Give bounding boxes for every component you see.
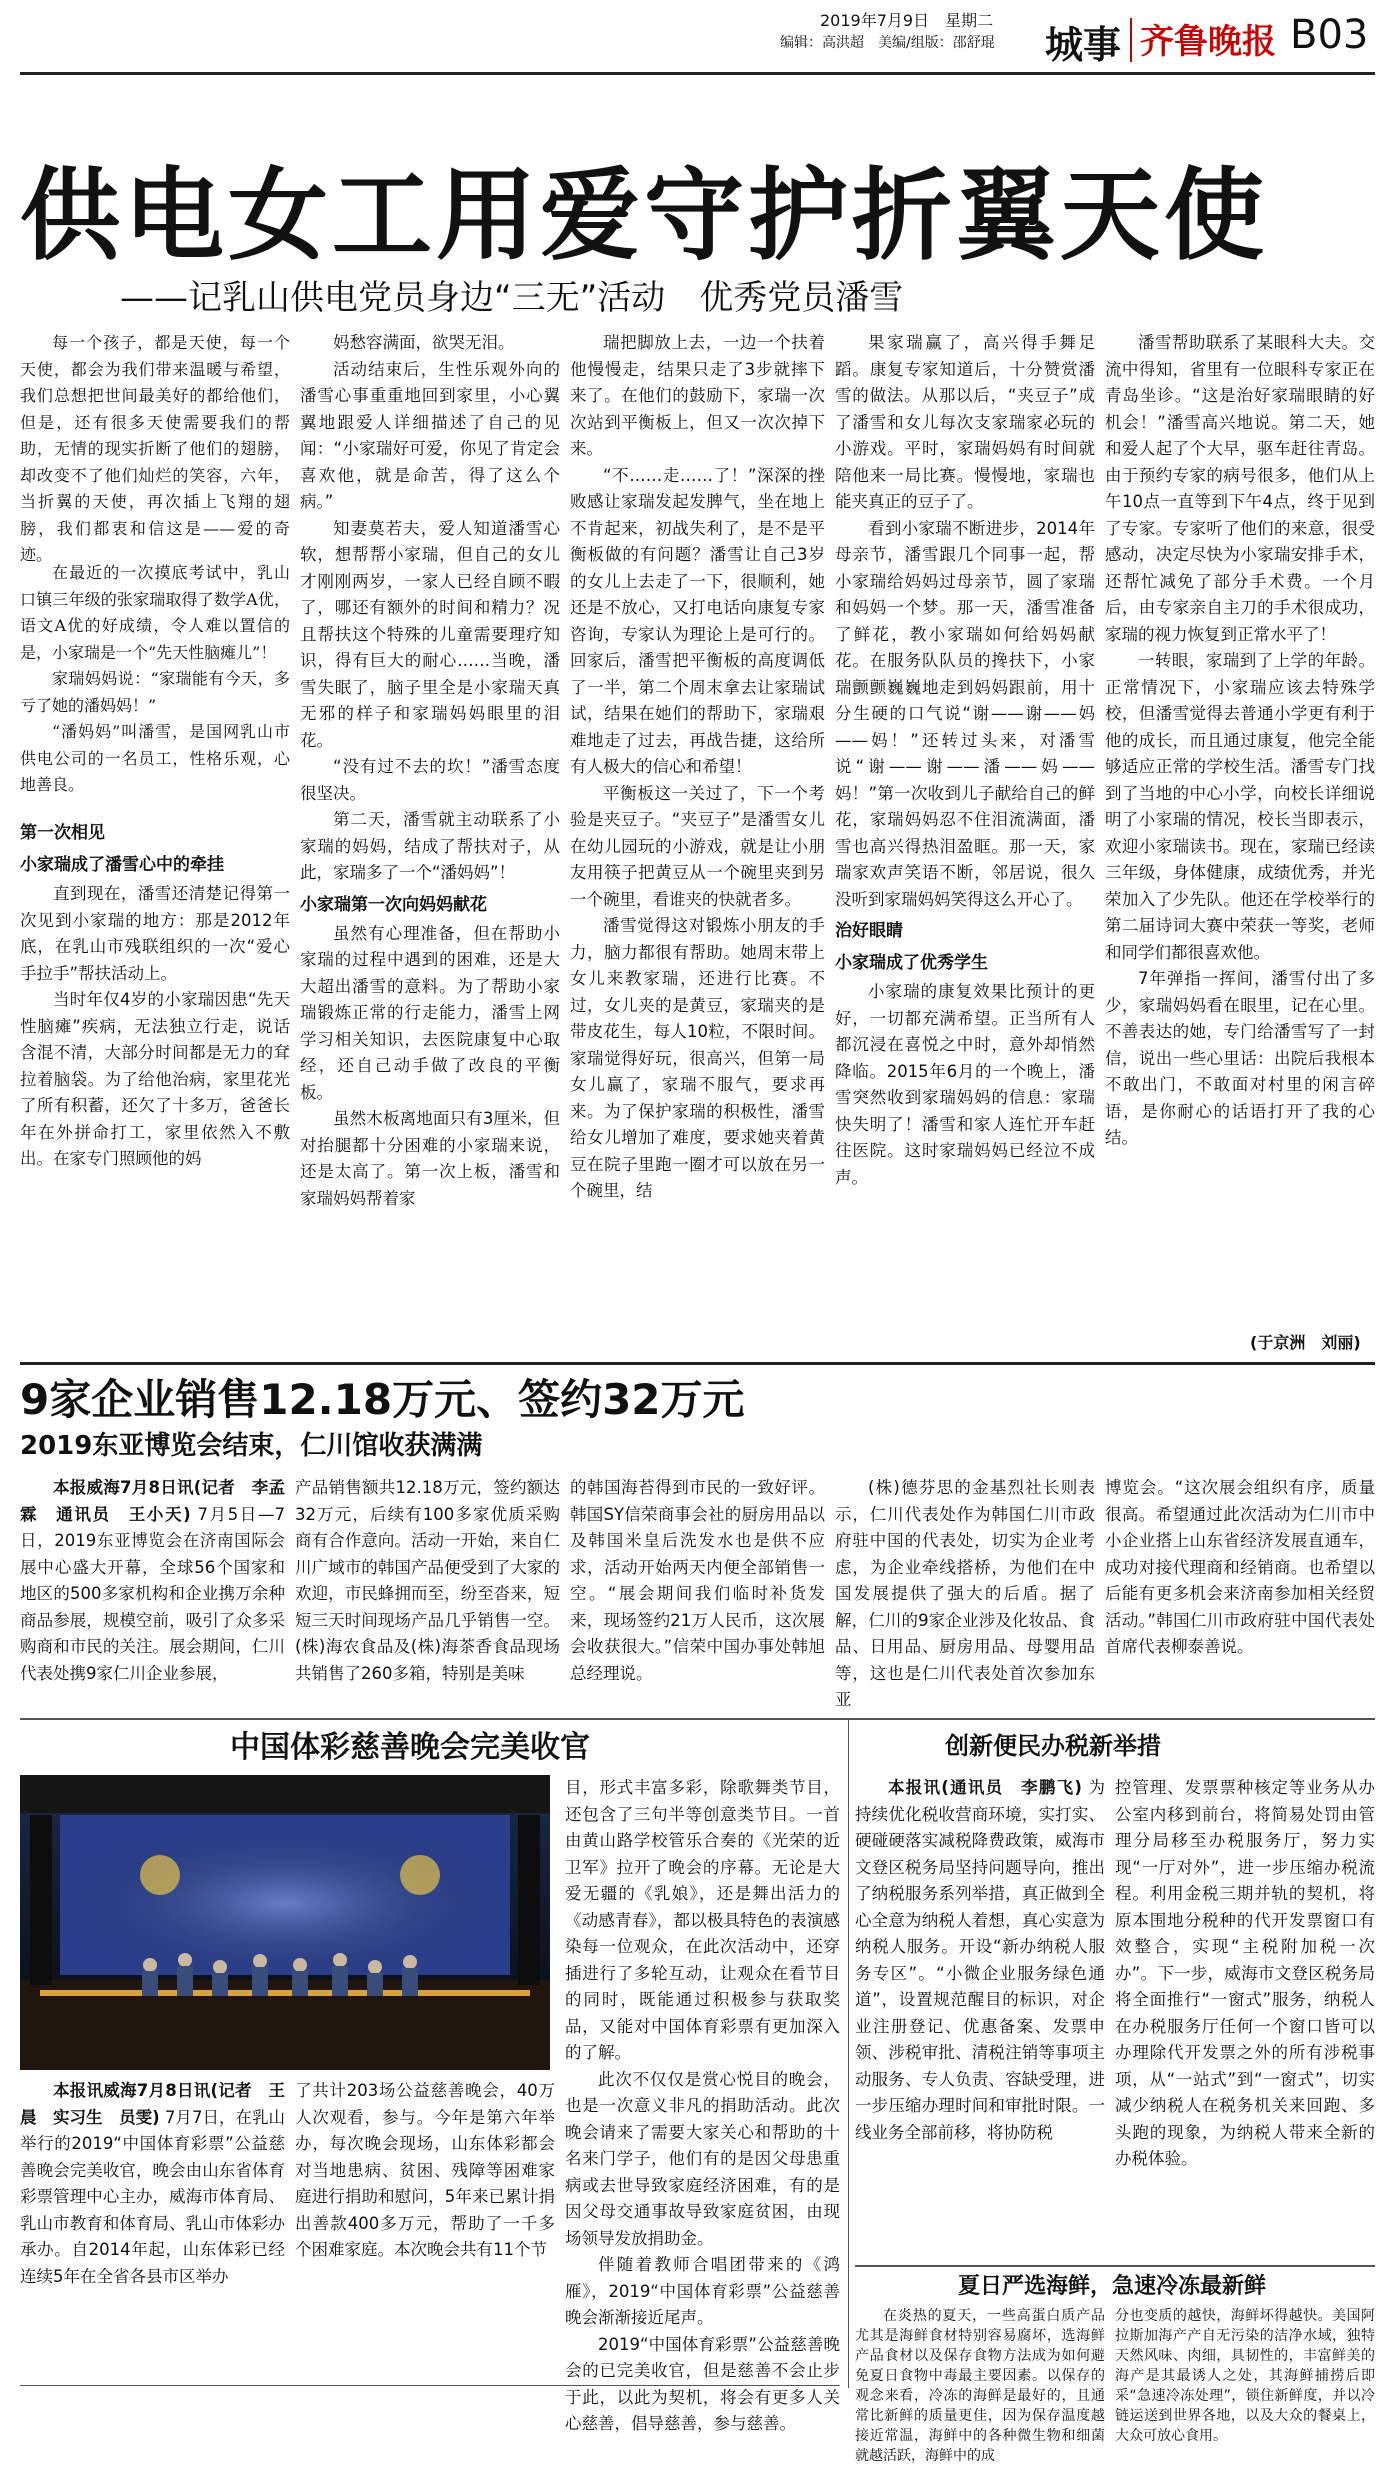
article-subheadline: ——记乳山供电党员身边“三无”活动 优秀党员潘雪: [120, 278, 904, 318]
event-photo: [20, 1775, 550, 2070]
section-heading: 小家瑞成了优秀学生: [835, 953, 988, 973]
article-col1b: [20, 815, 290, 1355]
article5-lead: 本报讯(通讯员 李鹏飞): [888, 1778, 1082, 1797]
header-divider: [1130, 18, 1132, 62]
article2-lead: 本报威海7月8日讯(记者 李孟霖 通讯员 王小天): [20, 1478, 285, 1524]
paragraph: 虽然有心理准备，但在帮助小家瑞的过程中遇到的困难，还是大大超出潘雪的意料。为了帮助小家瑞锻炼正常的行走能力，潘雪上网学习相关知识，去医院康复中心取经，还自己动手做了改良的平衡板。: [300, 923, 560, 1102]
paragraph: 2019“中国体育彩票”公益慈善晚会的已完美收官，但是慈善不会止步于此，以此为契机，将会有更多人关心慈善，倡导慈善，参与慈善。: [565, 2334, 840, 2433]
article-col3: [570, 330, 825, 1355]
article5-col1: [855, 1775, 1105, 2260]
section-rule: [20, 1362, 1375, 1365]
paragraph: 潘雪觉得这对锻炼小朋友的手力，脑力都很有帮助。她周末带上女儿来教家瑞，还进行比赛。不过，女儿夹的是黄豆，家瑞夹的是带皮花生，每人10粒，不限时间。家瑞觉得好玩，很高兴，但第一局女儿赢了，家瑞不服气，要求再来。为了保护家瑞的积极性，潘雪给女儿增加了难度，要求她夹着黄豆在院子里跑一圈才可以放在另一个碗里，结: [570, 916, 825, 1200]
article6-col2: 分也变质的越快，海鲜坏得越快。美国阿拉斯加海产产自无污染的洁净水域，独特天然风味、肉细，具韧性的，丰富鲜美的海产是其最诱人之处，其海鲜捕捞后即采“急速冷冻处理”，锁住新鲜度，并以冷链运送到世界各地，以及大众的餐桌上，大众可放心食用。: [1115, 2308, 1375, 2444]
article-col2: [300, 330, 560, 1355]
paper-logo: 齐鲁晚报: [1140, 22, 1276, 62]
section-heading: 治好眼睛: [835, 921, 903, 941]
paragraph: 一转眼，家瑞到了上学的年龄。正常情况下，小家瑞应该去特殊学校，但潘雪觉得去普通小学更有利于他的成长，而且通过康复，他完全能够适应正常的学校生活。潘雪专门找到了当地的中心小学，向校长详细说明了小家瑞的情况，校长当即表示，欢迎小家瑞读书。现在，家瑞已经读三年级，身体健康，成绩优秀，并光荣加入了少先队。他还在学校举行的第二届诗词大赛中荣获一等奖，老师和同学们都很喜欢他。: [1105, 651, 1375, 962]
header-date: 2019年7月9日 星期二: [820, 11, 994, 30]
article-intro: 每一个孩子，都是天使，每一个天使，都会为我们带来温暖与希望，我们总想把世间最美好的都给他们，但是，还有很多天使需要我们的帮助，无情的现实折断了他们的翅膀，却改变不了他们灿烂的笑容，六年，当折翼的天使，再次插上飞翔的翅膀，我们都衷和信这是——爱的奇迹。: [20, 333, 290, 564]
article5-col2: 控管理、发票票种核定等业务从办公室内移到前台，将简易处罚由管理分局移至办税服务厅，努力实现“一厅对外”，进一步压缩办税流程。利用金税三期并轨的契机，将原本围地分税种的代开发票窗口有效整合，实现“主税附加税一次办”。下一步，威海市文登区税务局将全面推行“一窗式”服务，纳税人在办税服务厅任何一个窗口皆可以办理除代开发票之外的所有涉税事项，从“一站式”到“一窗式”，切实减少纳税人在税务机关来回跑、多头跑的现象，为纳税人带来全新的办税体验。: [1115, 1778, 1375, 2168]
paragraph: 看到小家瑞不断进步，2014年母亲节，潘雪跟几个同事一起，帮小家瑞给妈妈过母亲节，圆了家瑞和妈妈一个梦。那一天，潘雪准备了鲜花，教小家瑞如何给妈妈献花。在服务队队员的搀扶下，小家瑞颤颤巍巍地走到妈妈跟前，用十分生硬的口气说“谢——谢——妈——妈！”还转过头来，对潘雪说“谢——谢——潘——妈——妈！”第一次收到儿子献给自己的鲜花，家瑞妈妈忍不住泪流满面，潘雪也高兴得热泪盈眶。那一天，家瑞家欢声笑语不断，邻居说，很久没听到家瑞妈妈笑得这么开心了。: [835, 518, 1095, 909]
header-rule: [20, 72, 1375, 75]
section-rule: [20, 2385, 840, 2386]
article2-headline: 9家企业销售12.18万元、签约32万元: [20, 1375, 745, 1424]
paragraph: 伴随着教师合唱团带来的《鸿雁》，2019“中国体育彩票”公益慈善晚会渐渐接近尾声。: [565, 2255, 840, 2327]
article2-col3: 的韩国海苔得到市民的一致好评。韩国SY信荣商事会社的厨房用品以及韩国米皇后洗发水也是供不应求，活动开始两天内便全部销售一空。“展会期间我们临时补货发来，现场签约21万人民币，这次展会收获很大。”信荣中国办事处韩旭总经理说。: [570, 1478, 825, 1683]
section-heading: 第一次相见: [20, 823, 105, 843]
column-rule: [848, 1720, 849, 2388]
paragraph: 7年弹指一挥间，潘雪付出了多少，家瑞妈妈看在眼里，记在心里。不善表达的她，专门给潘雪写了一封信，说出一些心里话：出院后我根本不敢出门，不敢面对村里的闲言碎语，是你耐心的话语打开了我的心结。: [1105, 969, 1375, 1147]
paragraph: “潘妈妈”叫潘雪，是国网乳山市供电公司的一名员工，性格乐观，心地善良。: [20, 722, 290, 794]
article3-headline: 中国体彩慈善晚会完美收官: [230, 1730, 590, 1765]
section-rule: [855, 2265, 1375, 2267]
article-headline: 供电女工用爱守护折翼天使: [20, 156, 1268, 274]
section-heading: 小家瑞第一次向妈妈献花: [300, 894, 487, 915]
article3-lead: 本报讯威海7月8日讯(记者 王晨 实习生 员雯): [20, 2081, 285, 2127]
paragraph: 小家瑞的康复效果比预计的更好，一切都充满希望。正当所有人都沉浸在喜悦之中时，意外却悄然降临。2015年6月的一个晚上，潘雪突然收到家瑞妈妈的信息：家瑞快失明了！潘雪和家人连忙开车赶往医院。这时家瑞妈妈已经泣不成声。: [835, 982, 1095, 1187]
article2-col5: 博览会。“这次展会组织有序，质量很高。希望通过此次活动为仁川市中小企业搭上山东省经济发展直通车，成功对接代理商和经销商。也希望以后能有更多机会来济南参加相关经贸活动。”韩国仁川市政府驻中国代表处首席代表柳泰善说。: [1105, 1478, 1375, 1656]
paragraph: 在最近的一次摸底考试中，乳山口镇三年级的张家瑞取得了数学A优，语文A优的好成绩，令人难以置信的是，小家瑞是一个“先天性脑瘫儿”！: [20, 563, 290, 662]
paragraph: 活动结束后，生性乐观外向的潘雪心事重重地回到家里，小心翼翼地跟爱人详细描述了自己的见闻：“小家瑞好可爱，你见了肯定会喜欢他，就是命苦，得了这么个病。”: [300, 359, 560, 511]
paragraph: 7月7日，在乳山举行的2019“中国体育彩票”公益慈善晚会完美收官，晚会由山东省体育彩票管理中心主办，威海市体育局、乳山市教育和体育局、乳山市体彩办承办。自2014年起，山东体彩已经连续5年在全省各县市区举办: [20, 2107, 286, 2286]
header-section: 城事: [1045, 23, 1122, 67]
paragraph: 虽然木板离地面只有3厘米，但对抬腿都十分困难的小家瑞来说，还是太高了。第一次上板，潘雪和家瑞妈妈帮着家: [300, 1109, 560, 1208]
paragraph: 此次不仅仅是赏心悦目的晚会，也是一次意义非凡的捐助活动。此次晚会请来了需要大家关心和帮助的十名来门学子，他们有的是因父母患重病或去世导致家庭经济困难，有的是因父母交通事故导致家庭贫困，由现场领导发放捐助金。: [565, 2069, 840, 2248]
paragraph: 第二天，潘雪就主动联系了小家瑞的妈妈，结成了帮扶对子，从此，家瑞多了一个“潘妈妈”！: [300, 810, 560, 882]
article-col5: [1105, 330, 1375, 1330]
article6-headline: 夏日严选海鲜，急速冷冻最新鲜: [958, 2274, 1267, 2299]
article-byline: (于京洲 刘丽): [1250, 1333, 1361, 1352]
paragraph: 当时年仅4岁的小家瑞因患“先天性脑瘫”疾病，无法独立行走，说话含混不清，大部分时间都是无力的耷拉着脑袋。为了给他治病，家里花光了所有积蓄，还欠了十多万，爸爸长年在外拼命打工，家里依然入不敷出。在家专门照顾他的妈: [20, 990, 290, 1168]
article2-subheadline: 2019东亚博览会结束，仁川馆收获满满: [20, 1431, 483, 1461]
article5-headline: 创新便民办税新举措: [945, 1732, 1161, 1760]
paragraph: 平衡板这一关过了，下一个考验是夹豆子。“夹豆子”是潘雪女儿在幼儿园玩的小游戏，就是让小朋友用筷子把黄豆从一个碗里夹到另一个碗里，看谁夹的快就者多。: [570, 783, 825, 909]
paragraph: 妈愁容满面，欲哭无泪。: [333, 333, 515, 352]
article-col4: [835, 330, 1095, 1355]
article2-col1: [20, 1475, 285, 1710]
article-col1: [20, 560, 290, 810]
section-rule: [20, 1718, 1375, 1720]
stage-photo-icon: [20, 1775, 550, 2070]
paragraph: 家瑞妈妈说：“家瑞能有今天，多亏了她的潘妈妈！”: [20, 669, 290, 715]
paragraph: 目，形式丰富多彩，除歌舞类节目，还包含了三句半等创意类节目。一首由黄山路学校管乐合奏的《光荣的近卫军》拉开了晚会的序幕。无论是大爱无疆的《乳娘》，还是舞出活力的《动感青春》，都以极具特色的表演感染每一位观众，在此次活动中，还穿插进行了多轮互动，让观众在看节目的同时，既能通过积极参与获取奖品，又能对中国体育彩票有更加深入的了解。: [565, 1778, 840, 2062]
paragraph: 潘雪帮助联系了某眼科大夫。交流中得知，省里有一位眼科专家正在青岛坐诊。“这是治好家瑞眼睛的好机会！”潘雪高兴地说。第二天，她和爱人起了个大早，驱车赶往青岛。由于预约专家的病号很多，他们从上午10点一直等到下午4点，终于见到了专家。专家听了他们的来意，很受感动，决定尽快为小家瑞安排手术，还帮忙减免了部分手术费。一个月后，由专家亲自主刀的手术很成功，家瑞的视力恢复到正常水平了！: [1105, 333, 1375, 644]
section-heading: 小家瑞成了潘雪心中的牵挂: [20, 855, 224, 875]
article3-col1: [20, 2078, 285, 2378]
paragraph: 为持续优化税收营商环境，实打实、硬碰硬落实减税降费政策，威海市文登区税务局坚持问题导向，推出了纳税服务系列举措，真正做到全心全意为纳税人着想，真心实意为纳税人服务。开设“新办纳税人服务专区”。“小微企业服务绿色通道”，设置规范醒目的标识，对企业注册登记、优惠备案、发票申领、涉税审批、清税注销等事项主动服务、专人负责、容缺受理，进一步压缩办理时间和审批时限。一线业务全部前移，将协防税: [855, 1778, 1105, 2142]
header-editor: 编辑：高洪超 美编/组版：邵舒琨: [780, 35, 995, 51]
article3-col3: [565, 1775, 840, 2433]
paragraph: 知妻莫若夫，爱人知道潘雪心软，想帮帮小家瑞，但自己的女儿才刚刚两岁，一家人已经自顾不暇了，哪还有额外的时间和精力？况且帮扶这个特殊的儿童需要理疗知识，得有巨大的耐心……当晚，潘雪失眠了，脑子里全是小家瑞天真无邪的样子和家瑞妈妈眼里的泪花。: [300, 518, 560, 750]
paragraph: “没有过不去的坎！”潘雪态度很坚决。: [300, 757, 560, 803]
article2-col4: (株)德芬思的金基烈社长则表示，仁川代表处作为韩国仁川市政府驻中国的代表处，切实为企业考虑，为企业牵线搭桥，为他们在中国发展提供了强大的后盾。据了解，仁川的9家企业涉及化妆品、食品、日用品、厨房用品、母婴用品等，这也是仁川代表处首次参加东亚: [835, 1478, 1095, 1709]
article2-col2: 产品销售额共12.18万元，签约额达32万元，后续有100多家优质采购商有合作意向。活动一开始，来自仁川广域市的韩国产品便受到了大家的欢迎，市民蜂拥而至，纷至沓来，短短三天时间现场产品几乎销售一空。(株)海农食品及(株)海茶香食品现场共销售了260多箱，特别是美味: [295, 1478, 560, 1683]
page-number: B03: [1290, 12, 1369, 58]
paragraph: 直到现在，潘雪还清楚记得第一次见到小家瑞的地方：那是2012年底，在乳山市残联组织的一次“爱心手拉手”帮扶活动上。: [20, 884, 290, 983]
paragraph: “不……走……了！”深深的挫败感让家瑞发起发脾气，坐在地上不肯起来，初战失利了，是不是平衡板做的有问题？潘雪让自己3岁的女儿上去走了一下，很顺利，她还是不放心，又打电话向康复专家咨询，专家认为理论上是可行的。回家后，潘雪把平衡板的高度调低了一半，第二个周末拿去让家瑞试试，结果在她们的帮助下，家瑞艰难地走了过去，再战告捷，这给所有人极大的信心和希望！: [570, 465, 825, 776]
paragraph: 瑞把脚放上去，一边一个扶着他慢慢走，结果只走了3步就摔下来了。在他们的鼓励下，家瑞一次次站到平衡板上，但又一次次掉下来。: [570, 333, 825, 458]
paragraph: 7月5日—7日，2019东亚博览会在济南国际会展中心盛大开幕，全球56个国家和地区的500多家机构和企业携万余种商品参展，规模空前，吸引了众多采购商和市民的关注。展会期间，仁川代表处携9家仁川企业参展，: [20, 1504, 285, 1683]
article3-col2: 了共计203场公益慈善晚会，40万人次观看，参与。今年是第六年举办，每次晚会现场，山东体彩都会对当地患病、贫困、残障等困难家庭进行捐助和慰问，5年来已累计捐出善款400多万元，帮助了一千多个困难家庭。本次晚会共有11个节: [295, 2081, 555, 2259]
paragraph: 果家瑞赢了，高兴得手舞足蹈。康复专家知道后，十分赞赏潘雪的做法。从那以后，“夹豆子”成了潘雪和女儿每次支家瑞家必玩的小游戏。平时，家瑞妈妈有时间就陪他来一局比赛。慢慢地，家瑞也能夹真正的豆子了。: [835, 333, 1095, 511]
article6-col1: 在炎热的夏天，一些高蛋白质产品尤其是海鲜食材特别容易腐坏，选海鲜产品食材以及保存食物方法成为如何避免夏日食物中毒最主要因素。以保存的观念来看，冷冻的海鲜是最好的，且通常比新鲜的质量更佳，因为保存温度越接近常温，海鲜中的各种微生物和细菌就越活跃，海鲜中的成: [855, 2308, 1105, 2464]
